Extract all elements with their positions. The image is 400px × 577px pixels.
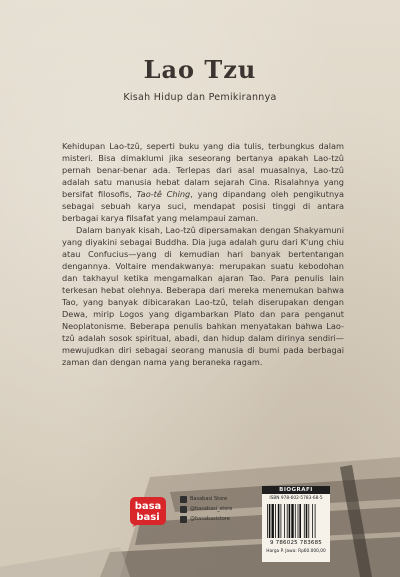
book-title: Lao Tzu: [143, 55, 257, 84]
synopsis-paragraph-2: Dalam banyak kisah, Lao-tzû dipersamakan dengan Shakyamuni yang diyakini sebagai Buddha. Dia juga adalah guru dari K'ung chiu atau Confucius—yang di kemudian hari banyak bertentangan dengannya. Voltaire mendakwanya: merupakan suatu kebodohan dan takhayul ketika mengamalkan ajaran Tao. Para penulis lain terkesan hebat olehnya. Beberapa dari mereka menemukan bahwa Tao, yang banyak dibicarakan Lao-tzû, telah diserupakan dengan Dewa, mirip Logos yang digambarkan Plato dan para penganut Neoplatonisme. Beberapa penulis bahkan menyatakan bahwa Lao-tzû adalah sosok spiritual, abadi, dan hidup dalam dirinya sendiri—mewujudkan diri sebagai seorang manusia di bumi pada berbagai zaman dan dengan nama yang beraneka ragam.: [62, 225, 344, 367]
synopsis-paragraph-1: Kehidupan Lao-tzû, seperti buku yang dia tulis, terbungkus dalam misteri. Bisa dimaklumi jika seseorang bertanya apakah Lao-tzû pernah benar-benar ada. Terlepas dari asal muasalnya, Lao-tzû adalah satu manusia hebat dalam sejarah Cina. Risalahnya yang bersifat filosofis, Tao-tê Ching, yang dipandang oleh pengikutnya sebagai sebuah karya suci, mendapat posisi tinggi di antara berbagai karya filsafat yang melampaui zaman.: [62, 141, 344, 223]
book-subtitle: Kisah Hidup dan Pemikirannya: [123, 92, 277, 103]
price-text: Harga P. Jawa: Rp60.000,00: [266, 549, 326, 554]
barcode-number: 9 786025 783685: [270, 540, 322, 546]
publisher-logo: [128, 495, 168, 527]
facebook-icon: [180, 496, 187, 503]
isbn-text: ISBN 978-602-5783-68-5: [269, 496, 323, 501]
synopsis-text: [62, 140, 344, 368]
svg-text:basi: basi: [136, 512, 160, 523]
social-twitter: @basabasistore: [180, 514, 232, 524]
social-facebook: Basabasi Store: [180, 494, 232, 504]
category-label: BIOGRAFI: [262, 486, 330, 494]
social-media-list: [180, 494, 232, 524]
twitter-icon: [180, 516, 187, 523]
svg-text:basa: basa: [134, 501, 162, 512]
instagram-icon: [180, 506, 187, 513]
social-instagram: @basabasi_store: [180, 504, 232, 514]
barcode-image: [266, 504, 326, 538]
